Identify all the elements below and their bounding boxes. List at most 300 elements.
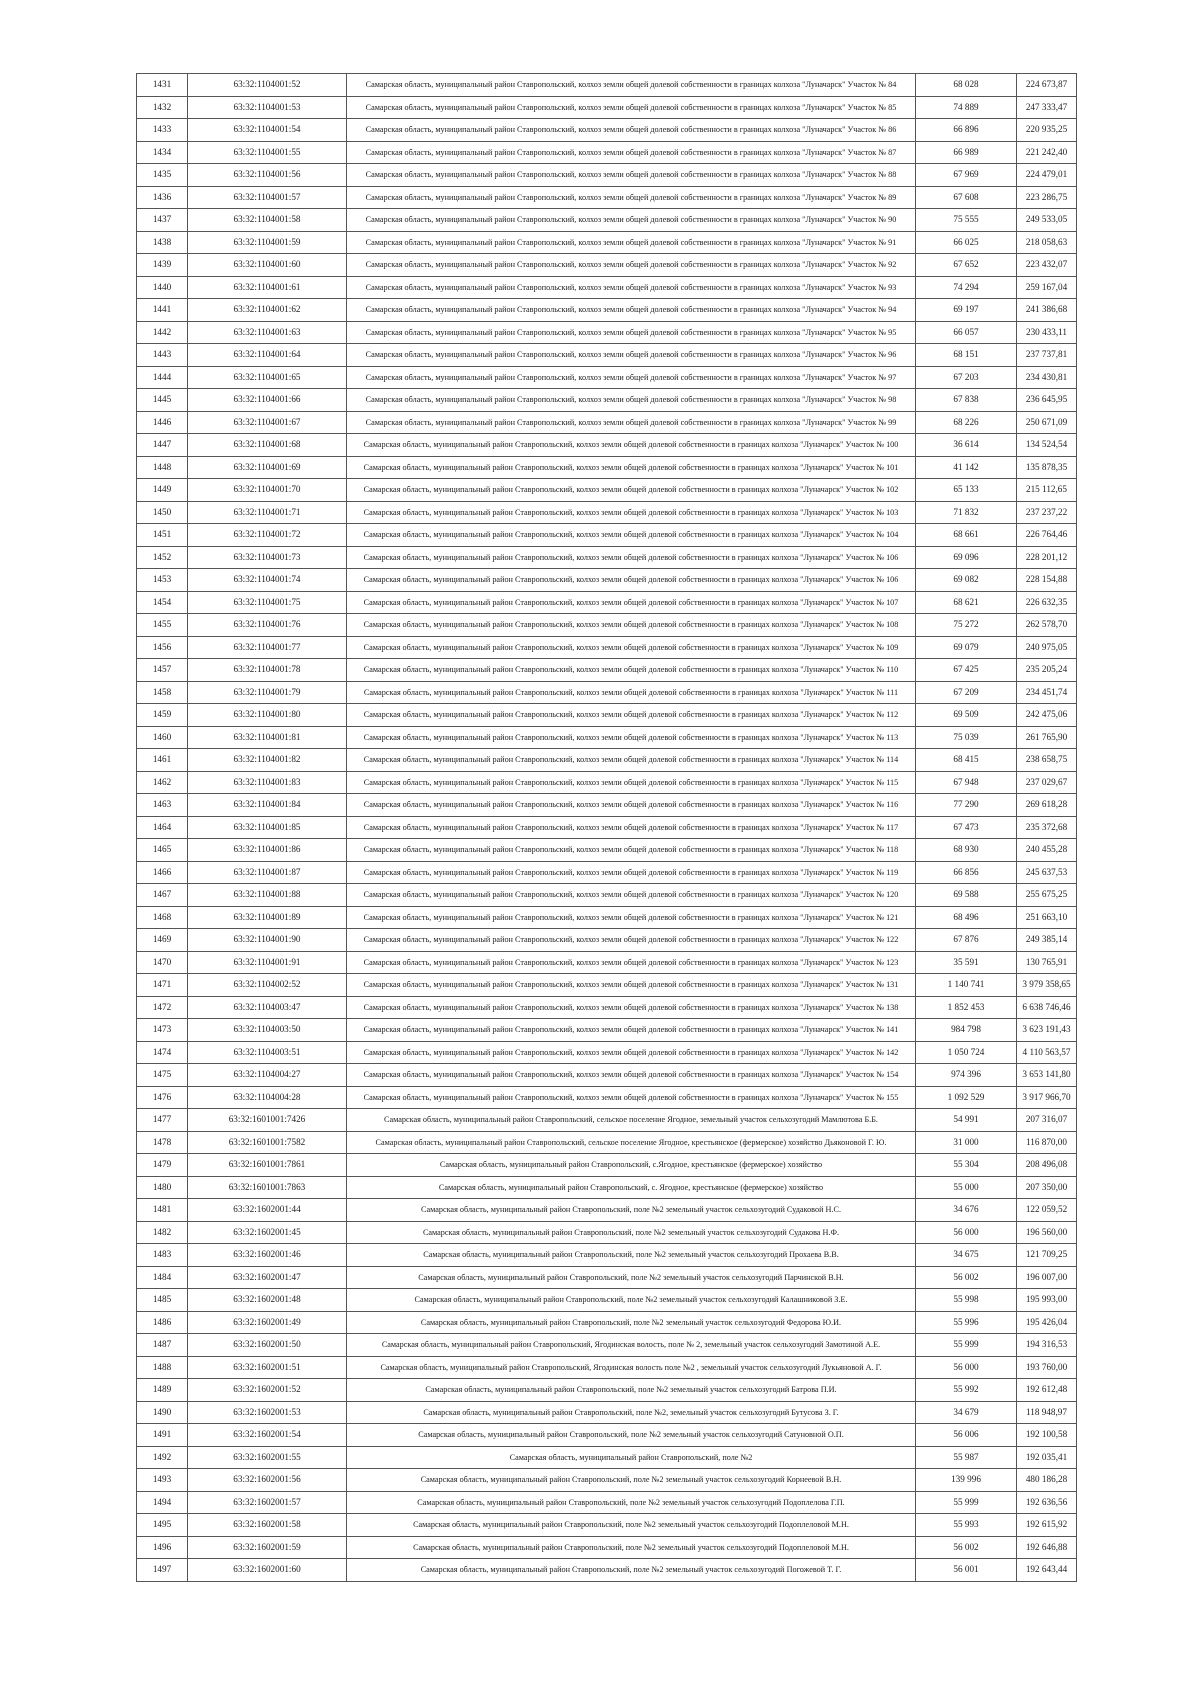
row-number-cell: 1488 [137, 1356, 188, 1379]
table-row [137, 1109, 1077, 1132]
table-row [137, 704, 1077, 727]
table-row [137, 1559, 1077, 1582]
cadastral-number-cell: 63:32:1602001:58 [188, 1514, 347, 1537]
cadastral-number-cell: 63:32:1104001:67 [188, 411, 347, 434]
row-number-cell: 1494 [137, 1491, 188, 1514]
table-row [137, 164, 1077, 187]
row-number-cell: 1466 [137, 861, 188, 884]
table-row [137, 456, 1077, 479]
address-cell: Самарская область, муниципальный район Ставропольский, колхоз земли общей долевой собственности в границах колхоза "Луначарск" Участок № 94 [347, 299, 916, 322]
address-cell: Самарская область, муниципальный район Ставропольский, колхоз земли общей долевой собственности в границах колхоза "Луначарск" Участок № 99 [347, 411, 916, 434]
row-number-cell: 1458 [137, 681, 188, 704]
area-cell: 55 987 [916, 1446, 1017, 1469]
table-row [137, 1401, 1077, 1424]
cadastral-value-cell: 3 979 358,65 [1017, 974, 1077, 997]
table-row [137, 771, 1077, 794]
address-cell: Самарская область, муниципальный район Ставропольский, колхоз земли общей долевой собственности в границах колхоза "Луначарск" Участок № 91 [347, 231, 916, 254]
cadastral-value-cell: 218 058,63 [1017, 231, 1077, 254]
area-cell: 55 993 [916, 1514, 1017, 1537]
address-cell: Самарская область, муниципальный район Ставропольский, поле №2 земельный участок сельхозугодий Судаковой Н.С. [347, 1199, 916, 1222]
cadastral-value-cell: 195 993,00 [1017, 1289, 1077, 1312]
cadastral-value-cell: 118 948,97 [1017, 1401, 1077, 1424]
row-number-cell: 1457 [137, 659, 188, 682]
table-row [137, 884, 1077, 907]
cadastral-number-cell: 63:32:1104001:64 [188, 344, 347, 367]
table-row [137, 591, 1077, 614]
cadastral-value-cell: 240 975,05 [1017, 636, 1077, 659]
area-cell: 66 057 [916, 321, 1017, 344]
address-cell: Самарская область, муниципальный район Ставропольский, колхоз земли общей долевой собственности в границах колхоза "Луначарск" Участок № 138 [347, 996, 916, 1019]
row-number-cell: 1459 [137, 704, 188, 727]
cadastral-value-cell: 208 496,08 [1017, 1154, 1077, 1177]
area-cell: 68 415 [916, 749, 1017, 772]
cadastral-value-cell: 135 878,35 [1017, 456, 1077, 479]
area-cell: 66 896 [916, 119, 1017, 142]
area-cell: 69 588 [916, 884, 1017, 907]
cadastral-value-cell: 241 386,68 [1017, 299, 1077, 322]
table-row [137, 1019, 1077, 1042]
cadastral-value-cell: 249 385,14 [1017, 929, 1077, 952]
cadastral-number-cell: 63:32:1104001:74 [188, 569, 347, 592]
row-number-cell: 1483 [137, 1244, 188, 1267]
table-row [137, 1041, 1077, 1064]
cadastral-number-cell: 63:32:1601001:7582 [188, 1131, 347, 1154]
row-number-cell: 1467 [137, 884, 188, 907]
cadastral-number-cell: 63:32:1104001:63 [188, 321, 347, 344]
area-cell: 56 000 [916, 1356, 1017, 1379]
cadastral-value-cell: 249 533,05 [1017, 209, 1077, 232]
area-cell: 56 002 [916, 1266, 1017, 1289]
table-row [137, 1086, 1077, 1109]
cadastral-value-cell: 237 237,22 [1017, 501, 1077, 524]
table-row [137, 569, 1077, 592]
cadastral-number-cell: 63:32:1602001:46 [188, 1244, 347, 1267]
address-cell: Самарская область, муниципальный район Ставропольский, поле №2 земельный участок сельхозугодий Корнеевой В.Н. [347, 1469, 916, 1492]
row-number-cell: 1485 [137, 1289, 188, 1312]
area-cell: 65 133 [916, 479, 1017, 502]
address-cell: Самарская область, муниципальный район Ставропольский, колхоз земли общей долевой собственности в границах колхоза "Луначарск" Участок № 115 [347, 771, 916, 794]
row-number-cell: 1478 [137, 1131, 188, 1154]
area-cell: 67 948 [916, 771, 1017, 794]
address-cell: Самарская область, муниципальный район Ставропольский, колхоз земли общей долевой собственности в границах колхоза "Луначарск" Участок № 141 [347, 1019, 916, 1042]
address-cell: Самарская область, муниципальный район Ставропольский, поле №2 земельный участок сельхозугодий Калашниковой З.Е. [347, 1289, 916, 1312]
table-row [137, 636, 1077, 659]
area-cell: 34 675 [916, 1244, 1017, 1267]
table-row [137, 1491, 1077, 1514]
address-cell: Самарская область, муниципальный район Ставропольский, сельское поселение Ягодное, земельный участок сельхозугодий Мамлютова Б.Б. [347, 1109, 916, 1132]
table-row [137, 996, 1077, 1019]
cadastral-value-cell: 192 643,44 [1017, 1559, 1077, 1582]
cadastral-value-cell: 6 638 746,46 [1017, 996, 1077, 1019]
address-cell: Самарская область, муниципальный район Ставропольский, колхоз земли общей долевой собственности в границах колхоза "Луначарск" Участок № 114 [347, 749, 916, 772]
row-number-cell: 1462 [137, 771, 188, 794]
row-number-cell: 1461 [137, 749, 188, 772]
cadastral-number-cell: 63:32:1602001:44 [188, 1199, 347, 1222]
address-cell: Самарская область, муниципальный район Ставропольский, поле №2 земельный участок сельхозугодий Прохаева В.В. [347, 1244, 916, 1267]
address-cell: Самарская область, муниципальный район Ставропольский, колхоз земли общей долевой собственности в границах колхоза "Луначарск" Участок № 87 [347, 141, 916, 164]
cadastral-number-cell: 63:32:1602001:60 [188, 1559, 347, 1582]
address-cell: Самарская область, муниципальный район Ставропольский, Ягодинская волость поле №2 , земельный участок сельхозугодий Лукьяновой А. Г. [347, 1356, 916, 1379]
address-cell: Самарская область, муниципальный район Ставропольский, колхоз земли общей долевой собственности в границах колхоза "Луначарск" Участок № 131 [347, 974, 916, 997]
table-row [137, 254, 1077, 277]
cadastral-value-cell: 226 632,35 [1017, 591, 1077, 614]
cadastral-value-cell: 259 167,04 [1017, 276, 1077, 299]
area-cell: 66 025 [916, 231, 1017, 254]
cadastral-number-cell: 63:32:1104004:28 [188, 1086, 347, 1109]
row-number-cell: 1450 [137, 501, 188, 524]
area-cell: 56 002 [916, 1536, 1017, 1559]
cadastral-value-cell: 121 709,25 [1017, 1244, 1077, 1267]
area-cell: 35 591 [916, 951, 1017, 974]
row-number-cell: 1491 [137, 1424, 188, 1447]
table-row [137, 1266, 1077, 1289]
area-cell: 67 608 [916, 186, 1017, 209]
area-cell: 67 209 [916, 681, 1017, 704]
address-cell: Самарская область, муниципальный район Ставропольский, колхоз земли общей долевой собственности в границах колхоза "Луначарск" Участок № 98 [347, 389, 916, 412]
cadastral-number-cell: 63:32:1601001:7861 [188, 1154, 347, 1177]
table-row [137, 1469, 1077, 1492]
cadastral-number-cell: 63:32:1104001:62 [188, 299, 347, 322]
cadastral-value-cell: 192 646,88 [1017, 1536, 1077, 1559]
table-row [137, 929, 1077, 952]
address-cell: Самарская область, муниципальный район Ставропольский, колхоз земли общей долевой собственности в границах колхоза "Луначарск" Участок № 107 [347, 591, 916, 614]
cadastral-value-cell: 261 765,90 [1017, 726, 1077, 749]
address-cell: Самарская область, муниципальный район Ставропольский, колхоз земли общей долевой собственности в границах колхоза "Луначарск" Участок № 92 [347, 254, 916, 277]
address-cell: Самарская область, муниципальный район Ставропольский, колхоз земли общей долевой собственности в границах колхоза "Луначарск" Участок № 100 [347, 434, 916, 457]
cadastral-number-cell: 63:32:1104001:88 [188, 884, 347, 907]
row-number-cell: 1460 [137, 726, 188, 749]
table-row [137, 479, 1077, 502]
area-cell: 67 203 [916, 366, 1017, 389]
cadastral-value-cell: 269 618,28 [1017, 794, 1077, 817]
table-row [137, 1221, 1077, 1244]
address-cell: Самарская область, муниципальный район Ставропольский, колхоз земли общей долевой собственности в границах колхоза "Луначарск" Участок № 155 [347, 1086, 916, 1109]
area-cell: 55 000 [916, 1176, 1017, 1199]
cadastral-value-cell: 130 765,91 [1017, 951, 1077, 974]
row-number-cell: 1474 [137, 1041, 188, 1064]
cadastral-value-cell: 250 671,09 [1017, 411, 1077, 434]
cadastral-number-cell: 63:32:1104001:66 [188, 389, 347, 412]
row-number-cell: 1443 [137, 344, 188, 367]
table-row [137, 1289, 1077, 1312]
row-number-cell: 1453 [137, 569, 188, 592]
row-number-cell: 1492 [137, 1446, 188, 1469]
area-cell: 67 838 [916, 389, 1017, 412]
table-row [137, 749, 1077, 772]
table-row [137, 974, 1077, 997]
cadastral-value-cell: 4 110 563,57 [1017, 1041, 1077, 1064]
row-number-cell: 1446 [137, 411, 188, 434]
area-cell: 69 096 [916, 546, 1017, 569]
address-cell: Самарская область, муниципальный район Ставропольский, колхоз земли общей долевой собственности в границах колхоза "Луначарск" Участок № 117 [347, 816, 916, 839]
row-number-cell: 1452 [137, 546, 188, 569]
cadastral-value-cell: 242 475,06 [1017, 704, 1077, 727]
cadastral-value-cell: 221 242,40 [1017, 141, 1077, 164]
table-row [137, 614, 1077, 637]
table-row [137, 1379, 1077, 1402]
table-row [137, 794, 1077, 817]
address-cell: Самарская область, муниципальный район Ставропольский, колхоз земли общей долевой собственности в границах колхоза "Луначарск" Участок № 112 [347, 704, 916, 727]
address-cell: Самарская область, муниципальный район Ставропольский, колхоз земли общей долевой собственности в границах колхоза "Луначарск" Участок № 95 [347, 321, 916, 344]
table-row [137, 1514, 1077, 1537]
cadastral-value-cell: 235 205,24 [1017, 659, 1077, 682]
area-cell: 68 226 [916, 411, 1017, 434]
cadastral-number-cell: 63:32:1602001:52 [188, 1379, 347, 1402]
row-number-cell: 1487 [137, 1334, 188, 1357]
cadastral-number-cell: 63:32:1104001:90 [188, 929, 347, 952]
cadastral-number-cell: 63:32:1104001:70 [188, 479, 347, 502]
cadastral-value-cell: 224 673,87 [1017, 74, 1077, 97]
row-number-cell: 1432 [137, 96, 188, 119]
address-cell: Самарская область, муниципальный район Ставропольский, колхоз земли общей долевой собственности в границах колхоза "Луначарск" Участок № 102 [347, 479, 916, 502]
row-number-cell: 1455 [137, 614, 188, 637]
table-row [137, 186, 1077, 209]
area-cell: 1 140 741 [916, 974, 1017, 997]
cadastral-value-cell: 255 675,25 [1017, 884, 1077, 907]
table-row [137, 1446, 1077, 1469]
cadastral-value-cell: 3 917 966,70 [1017, 1086, 1077, 1109]
cadastral-number-cell: 63:32:1104001:86 [188, 839, 347, 862]
table-row [137, 366, 1077, 389]
area-cell: 36 614 [916, 434, 1017, 457]
address-cell: Самарская область, муниципальный район Ставропольский, колхоз земли общей долевой собственности в границах колхоза "Луначарск" Участок № 123 [347, 951, 916, 974]
address-cell: Самарская область, муниципальный район Ставропольский, колхоз земли общей долевой собственности в границах колхоза "Луначарск" Участок № 119 [347, 861, 916, 884]
cadastral-number-cell: 63:32:1104001:76 [188, 614, 347, 637]
area-cell: 66 989 [916, 141, 1017, 164]
table-row [137, 96, 1077, 119]
cadastral-number-cell: 63:32:1602001:57 [188, 1491, 347, 1514]
table-row [137, 524, 1077, 547]
cadastral-value-cell: 192 035,41 [1017, 1446, 1077, 1469]
cadastral-number-cell: 63:32:1104001:91 [188, 951, 347, 974]
cadastral-value-cell: 195 426,04 [1017, 1311, 1077, 1334]
cadastral-value-cell: 226 764,46 [1017, 524, 1077, 547]
cadastral-value-cell: 207 316,07 [1017, 1109, 1077, 1132]
area-cell: 68 930 [916, 839, 1017, 862]
document-page [136, 73, 1076, 1582]
row-number-cell: 1470 [137, 951, 188, 974]
table-body [137, 74, 1077, 1582]
cadastral-value-cell: 223 432,07 [1017, 254, 1077, 277]
table-row [137, 659, 1077, 682]
cadastral-number-cell: 63:32:1104003:47 [188, 996, 347, 1019]
cadastral-value-cell: 122 059,52 [1017, 1199, 1077, 1222]
row-number-cell: 1490 [137, 1401, 188, 1424]
area-cell: 56 000 [916, 1221, 1017, 1244]
table-row [137, 141, 1077, 164]
address-cell: Самарская область, муниципальный район Ставропольский, колхоз земли общей долевой собственности в границах колхоза "Луначарск" Участок № 113 [347, 726, 916, 749]
cadastral-value-cell: 192 615,92 [1017, 1514, 1077, 1537]
address-cell: Самарская область, муниципальный район Ставропольский, с. Ягодное, крестьянское (фермерское) хозяйство [347, 1176, 916, 1199]
row-number-cell: 1440 [137, 276, 188, 299]
address-cell: Самарская область, муниципальный район Ставропольский, колхоз земли общей долевой собственности в границах колхоза "Луначарск" Участок № 103 [347, 501, 916, 524]
cadastral-value-cell: 192 100,58 [1017, 1424, 1077, 1447]
address-cell: Самарская область, муниципальный район Ставропольский, колхоз земли общей долевой собственности в границах колхоза "Луначарск" Участок № 104 [347, 524, 916, 547]
address-cell: Самарская область, муниципальный район Ставропольский, колхоз земли общей долевой собственности в границах колхоза "Луначарск" Участок № 84 [347, 74, 916, 97]
address-cell: Самарская область, муниципальный район Ставропольский, колхоз земли общей долевой собственности в границах колхоза "Луначарск" Участок № 121 [347, 906, 916, 929]
cadastral-number-cell: 63:32:1104001:87 [188, 861, 347, 884]
cadastral-number-cell: 63:32:1602001:48 [188, 1289, 347, 1312]
row-number-cell: 1465 [137, 839, 188, 862]
cadastral-number-cell: 63:32:1104001:69 [188, 456, 347, 479]
area-cell: 77 290 [916, 794, 1017, 817]
address-cell: Самарская область, муниципальный район Ставропольский, Ягодинская волость, поле № 2, земельный участок сельхозугодий Замотиной А.Е. [347, 1334, 916, 1357]
cadastral-value-cell: 196 560,00 [1017, 1221, 1077, 1244]
row-number-cell: 1477 [137, 1109, 188, 1132]
cadastral-number-cell: 63:32:1104001:53 [188, 96, 347, 119]
address-cell: Самарская область, муниципальный район Ставропольский, поле №2 земельный участок сельхозугодий Парчинской В.Н. [347, 1266, 916, 1289]
area-cell: 56 006 [916, 1424, 1017, 1447]
cadastral-number-cell: 63:32:1602001:53 [188, 1401, 347, 1424]
area-cell: 75 039 [916, 726, 1017, 749]
cadastral-number-cell: 63:32:1104001:65 [188, 366, 347, 389]
cadastral-number-cell: 63:32:1602001:47 [188, 1266, 347, 1289]
cadastral-value-cell: 238 658,75 [1017, 749, 1077, 772]
area-cell: 75 555 [916, 209, 1017, 232]
area-cell: 55 998 [916, 1289, 1017, 1312]
row-number-cell: 1486 [137, 1311, 188, 1334]
row-number-cell: 1481 [137, 1199, 188, 1222]
cadastral-number-cell: 63:32:1104001:78 [188, 659, 347, 682]
cadastral-value-cell: 235 372,68 [1017, 816, 1077, 839]
address-cell: Самарская область, муниципальный район Ставропольский, с.Ягодное, крестьянское (фермерское) хозяйство [347, 1154, 916, 1177]
area-cell: 34 676 [916, 1199, 1017, 1222]
area-cell: 71 832 [916, 501, 1017, 524]
row-number-cell: 1489 [137, 1379, 188, 1402]
cadastral-number-cell: 63:32:1602001:54 [188, 1424, 347, 1447]
address-cell: Самарская область, муниципальный район Ставропольский, колхоз земли общей долевой собственности в границах колхоза "Луначарск" Участок № 108 [347, 614, 916, 637]
cadastral-number-cell: 63:32:1104001:55 [188, 141, 347, 164]
area-cell: 67 652 [916, 254, 1017, 277]
area-cell: 67 473 [916, 816, 1017, 839]
address-cell: Самарская область, муниципальный район Ставропольский, колхоз земли общей долевой собственности в границах колхоза "Луначарск" Участок № 111 [347, 681, 916, 704]
row-number-cell: 1468 [137, 906, 188, 929]
cadastral-number-cell: 63:32:1104001:73 [188, 546, 347, 569]
address-cell: Самарская область, муниципальный район Ставропольский, поле №2 земельный участок сельхозугодий Подоплеловой М.Н. [347, 1514, 916, 1537]
table-row [137, 434, 1077, 457]
cadastral-value-cell: 134 524,54 [1017, 434, 1077, 457]
table-row [137, 1424, 1077, 1447]
row-number-cell: 1484 [137, 1266, 188, 1289]
cadastral-number-cell: 63:32:1601001:7863 [188, 1176, 347, 1199]
cadastral-number-cell: 63:32:1104001:61 [188, 276, 347, 299]
table-row [137, 1311, 1077, 1334]
cadastral-number-cell: 63:32:1602001:50 [188, 1334, 347, 1357]
cadastral-number-cell: 63:32:1104001:60 [188, 254, 347, 277]
area-cell: 68 151 [916, 344, 1017, 367]
table-row [137, 546, 1077, 569]
area-cell: 69 079 [916, 636, 1017, 659]
table-row [137, 1064, 1077, 1087]
table-row [137, 726, 1077, 749]
row-number-cell: 1439 [137, 254, 188, 277]
table-row [137, 501, 1077, 524]
cadastral-number-cell: 63:32:1104001:79 [188, 681, 347, 704]
area-cell: 54 991 [916, 1109, 1017, 1132]
row-number-cell: 1437 [137, 209, 188, 232]
cadastral-number-cell: 63:32:1104003:51 [188, 1041, 347, 1064]
row-number-cell: 1449 [137, 479, 188, 502]
row-number-cell: 1471 [137, 974, 188, 997]
cadastral-value-cell: 192 636,56 [1017, 1491, 1077, 1514]
area-cell: 66 856 [916, 861, 1017, 884]
area-cell: 984 798 [916, 1019, 1017, 1042]
row-number-cell: 1445 [137, 389, 188, 412]
cadastral-number-cell: 63:32:1104003:50 [188, 1019, 347, 1042]
address-cell: Самарская область, муниципальный район Ставропольский, колхоз земли общей долевой собственности в границах колхоза "Луначарск" Участок № 96 [347, 344, 916, 367]
cadastral-value-cell: 247 333,47 [1017, 96, 1077, 119]
address-cell: Самарская область, муниципальный район Ставропольский, поле №2 земельный участок сельхозугодий Судакова Н.Ф. [347, 1221, 916, 1244]
cadastral-number-cell: 63:32:1602001:51 [188, 1356, 347, 1379]
address-cell: Самарская область, муниципальный район Ставропольский, колхоз земли общей долевой собственности в границах колхоза "Луначарск" Участок № 88 [347, 164, 916, 187]
cadastral-number-cell: 63:32:1104001:54 [188, 119, 347, 142]
area-cell: 69 509 [916, 704, 1017, 727]
table-row [137, 1154, 1077, 1177]
row-number-cell: 1480 [137, 1176, 188, 1199]
table-row [137, 389, 1077, 412]
cadastral-number-cell: 63:32:1104001:58 [188, 209, 347, 232]
cadastral-number-cell: 63:32:1104001:59 [188, 231, 347, 254]
area-cell: 67 425 [916, 659, 1017, 682]
row-number-cell: 1441 [137, 299, 188, 322]
address-cell: Самарская область, муниципальный район Ставропольский, колхоз земли общей долевой собственности в границах колхоза "Луначарск" Участок № 106 [347, 569, 916, 592]
table-row [137, 1199, 1077, 1222]
cadastral-number-cell: 63:32:1104001:84 [188, 794, 347, 817]
address-cell: Самарская область, муниципальный район Ставропольский, колхоз земли общей долевой собственности в границах колхоза "Луначарск" Участок № 106 [347, 546, 916, 569]
row-number-cell: 1447 [137, 434, 188, 457]
row-number-cell: 1496 [137, 1536, 188, 1559]
cadastral-number-cell: 63:32:1104001:85 [188, 816, 347, 839]
row-number-cell: 1476 [137, 1086, 188, 1109]
row-number-cell: 1434 [137, 141, 188, 164]
cadastral-number-cell: 63:32:1601001:7426 [188, 1109, 347, 1132]
address-cell: Самарская область, муниципальный район Ставропольский, колхоз земли общей долевой собственности в границах колхоза "Луначарск" Участок № 120 [347, 884, 916, 907]
table-row [137, 74, 1077, 97]
row-number-cell: 1497 [137, 1559, 188, 1582]
address-cell: Самарская область, муниципальный район Ставропольский, колхоз земли общей долевой собственности в границах колхоза "Луначарск" Участок № 142 [347, 1041, 916, 1064]
cadastral-value-cell: 116 870,00 [1017, 1131, 1077, 1154]
cadastral-value-cell: 237 029,67 [1017, 771, 1077, 794]
cadastral-value-cell: 3 623 191,43 [1017, 1019, 1077, 1042]
address-cell: Самарская область, муниципальный район Ставропольский, поле №2 земельный участок сельхозугодий Федорова Ю.И. [347, 1311, 916, 1334]
row-number-cell: 1469 [137, 929, 188, 952]
cadastral-number-cell: 63:32:1104001:68 [188, 434, 347, 457]
cadastral-value-cell: 194 316,53 [1017, 1334, 1077, 1357]
cadastral-value-cell: 480 186,28 [1017, 1469, 1077, 1492]
land-plots-table [136, 73, 1077, 1582]
cadastral-number-cell: 63:32:1104001:71 [188, 501, 347, 524]
cadastral-value-cell: 234 451,74 [1017, 681, 1077, 704]
table-row [137, 861, 1077, 884]
address-cell: Самарская область, муниципальный район Ставропольский, поле №2 земельный участок сельхозугодий Подоплеловой М.Н. [347, 1536, 916, 1559]
address-cell: Самарская область, муниципальный район Ставропольский, сельское поселение Ягодное, крестьянское (фермерское) хозяйство Дьяконовой Г. Ю. [347, 1131, 916, 1154]
area-cell: 74 889 [916, 96, 1017, 119]
cadastral-number-cell: 63:32:1104001:81 [188, 726, 347, 749]
cadastral-number-cell: 63:32:1602001:49 [188, 1311, 347, 1334]
address-cell: Самарская область, муниципальный район Ставропольский, колхоз земли общей долевой собственности в границах колхоза "Луначарск" Участок № 89 [347, 186, 916, 209]
address-cell: Самарская область, муниципальный район Ставропольский, поле №2 земельный участок сельхозугодий Сатуновной О.П. [347, 1424, 916, 1447]
area-cell: 74 294 [916, 276, 1017, 299]
table-row [137, 1334, 1077, 1357]
address-cell: Самарская область, муниципальный район Ставропольский, поле №2 земельный участок сельхозугодий Батрова П.И. [347, 1379, 916, 1402]
cadastral-number-cell: 63:32:1104001:57 [188, 186, 347, 209]
row-number-cell: 1442 [137, 321, 188, 344]
row-number-cell: 1438 [137, 231, 188, 254]
cadastral-value-cell: 207 350,00 [1017, 1176, 1077, 1199]
address-cell: Самарская область, муниципальный район Ставропольский, поле №2 земельный участок сельхозугодий Погожевой Т. Г. [347, 1559, 916, 1582]
cadastral-value-cell: 228 201,12 [1017, 546, 1077, 569]
cadastral-value-cell: 3 653 141,80 [1017, 1064, 1077, 1087]
